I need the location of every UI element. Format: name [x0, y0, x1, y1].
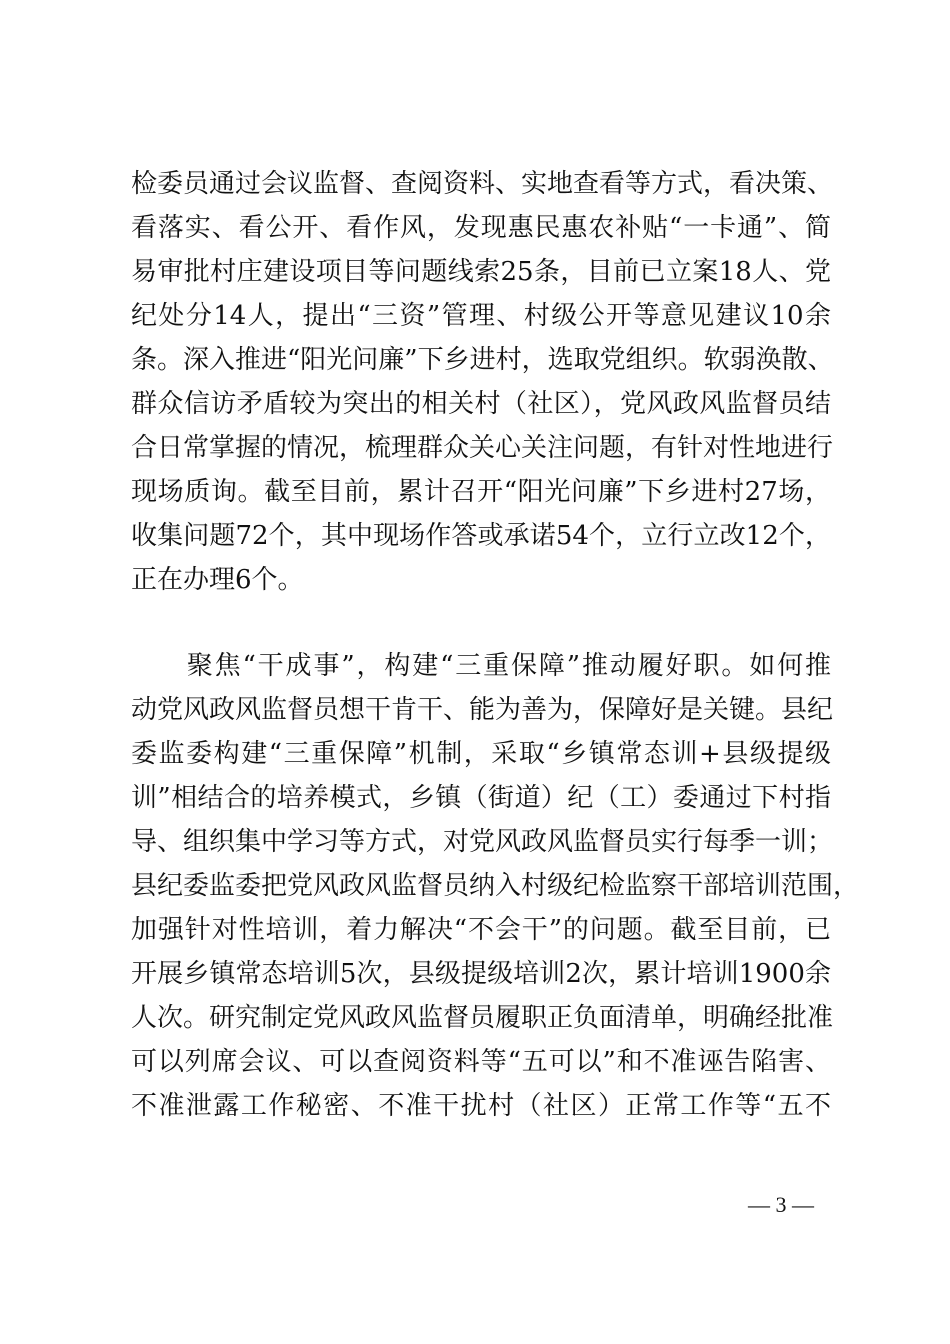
text-line: 开展乡镇常态培训5次，县级提级培训2次，累计培训1900余: [131, 959, 831, 989]
text-line: 委监委构建“三重保障”机制，采取“乡镇常态训+县级提级: [131, 739, 831, 769]
text-line: 县纪委监委把党风政风监督员纳入村级纪检监察干部培训范围，: [131, 871, 860, 901]
page-number: — 3 —: [748, 1192, 814, 1217]
text-line: 可以列席会议、可以查阅资料等“五可以”和不准诬告陷害、: [131, 1047, 831, 1077]
text-line: 检委员通过会议监督、查阅资料、实地查看等方式，看决策、: [131, 169, 834, 199]
paragraph-start-line: 聚焦“干成事”，构建“三重保障”推动履好职。如何推: [131, 651, 831, 681]
text-line: 导、组织集中学习等方式，对党风政风监督员实行每季一训；: [131, 827, 834, 857]
text-line: 看落实、看公开、看作风，发现惠民惠农补贴“一卡通”、简: [131, 213, 831, 243]
text-line: 现场质询。截至目前，累计召开“阳光问廉”下乡进村27场，: [131, 477, 831, 507]
text-line: 纪处分14人，提出“三资”管理、村级公开等意见建议10余: [131, 301, 831, 331]
text-line: 动党风政风监督员想干肯干、能为善为，保障好是关键。县纪: [131, 695, 834, 725]
text-line: 收集问题72个，其中现场作答或承诺54个，立行立改12个，: [131, 521, 831, 551]
text-line: 加强针对性培训，着力解决“不会干”的问题。截至目前，已: [131, 915, 831, 945]
text-line: 人次。研究制定党风政风监督员履职正负面清单，明确经批准: [131, 1003, 834, 1033]
text-line: 训”相结合的培养模式，乡镇（街道）纪（工）委通过下村指: [131, 783, 831, 813]
text-line: 不准泄露工作秘密、不准干扰村（社区）正常工作等“五不: [131, 1091, 831, 1121]
text-line: 合日常掌握的情况，梳理群众关心关注问题，有针对性地进行: [131, 433, 834, 463]
text-line: 群众信访矛盾较为突出的相关村（社区），党风政风监督员结: [131, 389, 831, 419]
text-line: 易审批村庄建设项目等问题线索25条，目前已立案18人、党: [131, 257, 831, 287]
text-line: 条。深入推进“阳光问廉”下乡进村，选取党组织。软弱涣散、: [131, 345, 834, 375]
text-line: 正在办理6个。: [131, 565, 304, 595]
